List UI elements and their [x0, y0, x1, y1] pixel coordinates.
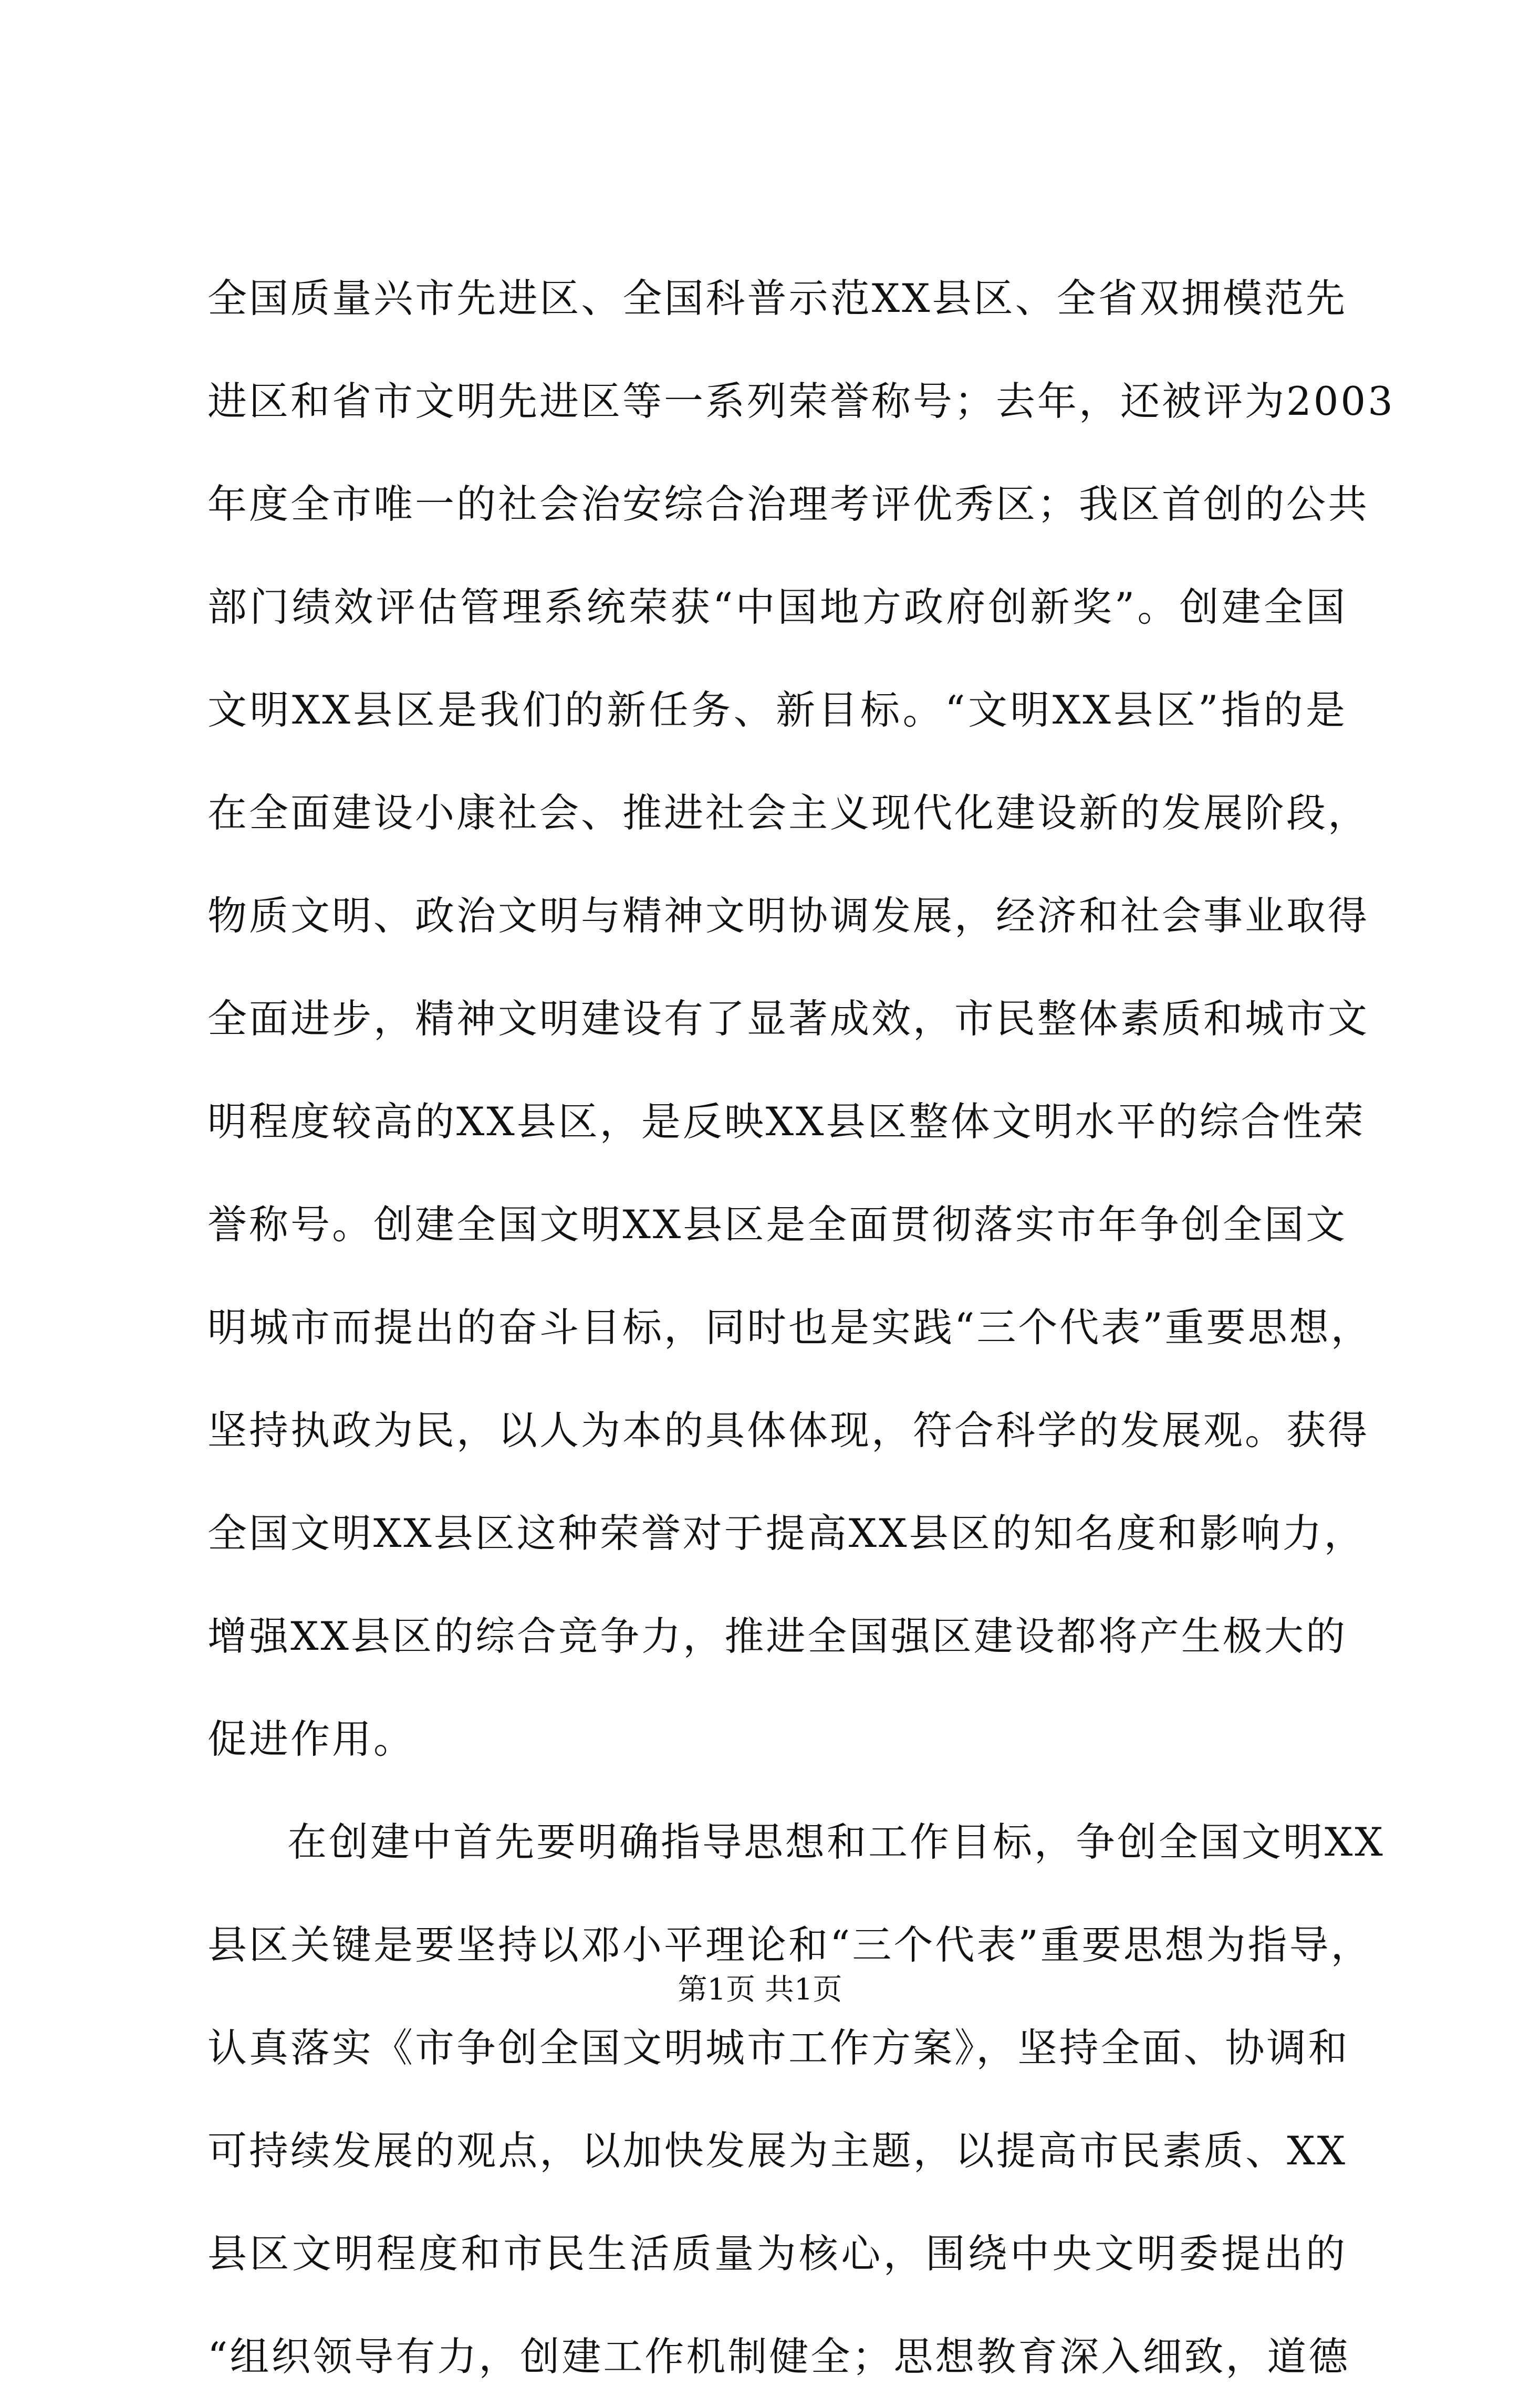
page-footer: 第1页 共1页 — [678, 1973, 842, 2007]
text-line: 誉称号。创建全国文明XX县区是全面贯彻落实市年争创全国文 — [207, 1201, 1347, 1248]
text-line: 物质文明、政治文明与精神文明协调发展，经济和社会事业取得 — [207, 893, 1370, 939]
text-line: 增强XX县区的综合竞争力，推进全国强区建设都将产生极大的 — [207, 1613, 1347, 1659]
text-line: 全面进步，精神文明建设有了显著成效，市民整体素质和城市文 — [207, 996, 1370, 1042]
text-line: 可持续发展的观点，以加快发展为主题，以提高市民素质、XX — [207, 2128, 1347, 2174]
text-line: 促进作用。 — [207, 1716, 415, 1762]
text-line: 认真落实《市争创全国文明城市工作方案》，坚持全面、协调和 — [207, 2025, 1350, 2071]
text-line: 在全面建设小康社会、推进社会主义现代化建设新的发展阶段， — [207, 790, 1370, 836]
text-line: 明城市而提出的奋斗目标，同时也是实践“三个代表”重要思想， — [207, 1304, 1372, 1350]
text-line: 在创建中首先要明确指导思想和工作目标，争创全国文明XX — [287, 1819, 1385, 1865]
text-line: 县区文明程度和市民生活质量为核心，围绕中央文明委提出的 — [207, 2231, 1347, 2277]
text-line: 进区和省市文明先进区等一系列荣誉称号；去年，还被评为2003 — [207, 378, 1395, 424]
text-line: 文明XX县区是我们的新任务、新目标。“文明XX县区”指的是 — [207, 687, 1347, 733]
text-line: 全国质量兴市先进区、全国科普示范XX县区、全省双拥模范先 — [207, 275, 1347, 321]
text-line: 部门绩效评估管理系统荣获“中国地方政府创新奖”。创建全国 — [207, 584, 1347, 630]
text-line: 县区关键是要坚持以邓小平理论和“三个代表”重要思想为指导， — [207, 1922, 1372, 1968]
body-text — [207, 247, 1395, 2408]
text-line: 坚持执政为民，以人为本的具体体现，符合科学的发展观。获得 — [207, 1407, 1370, 1453]
text-line: “组织领导有力，创建工作机制健全；思想教育深入细致，道德 — [207, 2333, 1350, 2380]
text-line: 明程度较高的XX县区，是反映XX县区整体文明水平的综合性荣 — [207, 1098, 1366, 1145]
text-line: 全国文明XX县区这种荣誉对于提高XX县区的知名度和影响力， — [207, 1510, 1366, 1556]
text-line: 年度全市唯一的社会治安综合治理考评优秀区；我区首创的公共 — [207, 481, 1370, 527]
